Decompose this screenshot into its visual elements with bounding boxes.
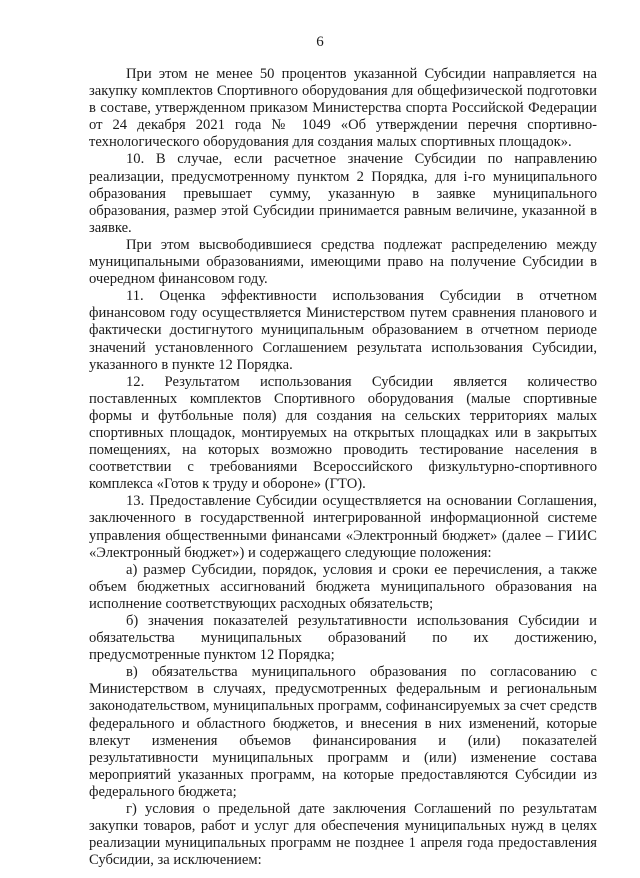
paragraph-13a: а) размер Субсидии, порядок, условия и сроки ее перечисления, а также объем бюджетных ассигнований бюджета муниципального образования на исполнение соответствующих расходных обязательств;	[89, 561, 597, 612]
paragraph-13: 13. Предоставление Субсидии осуществляется на основании Соглашения, заключенного в государственной интегрированной информационной системе управления общественными финансами «Электронный бюджет» (далее – ГИИС «Электронный бюджет») и содержащего следующие положения:	[89, 493, 597, 561]
paragraph-13v: в) обязательства муниципального образования по согласованию с Министерством в случаях, предусмотренных федеральным и региональным законодательством, муниципальных программ, софинансируемых за счет средств федерального и областного бюджетов, и внесения в них изменений, которые влекут изменения объемов финансирования и (или) показателей результативности муниципальных программ и (или) изменение состава мероприятий указанных программ, на которые предоставляются Субсидии из федерального бюджета;	[89, 664, 597, 800]
paragraph-subsidy-share: При этом не менее 50 процентов указанной Субсидии направляется на закупку комплектов Спортивного оборудования для общефизической подготовки в составе, утвержденном приказом Министерства спорта Российской Федерации от 24 декабря 2021 года № 1049 «Об утверждении перечня спортивно-технологического оборудования для создания малых спортивных площадок».	[89, 66, 597, 151]
paragraph-11: 11. Оценка эффективности использования Субсидии в отчетном финансовом году осуществляется Министерством путем сравнения планового и фактически достигнутого муниципальным образованием в отчетном периоде значений установленного Соглашением результата использования Субсидии, указанного в пункте 12 Порядка.	[89, 288, 597, 373]
page-number: 6	[316, 34, 324, 50]
paragraph-freed-funds: При этом высвободившиеся средства подлежат распределению между муниципальными образованиями, имеющими право на получение Субсидии в очередном финансовом году.	[89, 236, 597, 288]
paragraph-12: 12. Результатом использования Субсидии является количество поставленных комплектов Спортивного оборудования (малые спортивные формы и футбольные поля) для создания на сельских территориях малых спортивных площадок, монтируемых на открытых площадках или в закрытых помещениях, на которых возможно проводить тестирование населения в соответствии с требованиями Всероссийского физкультурно-спортивного комплекса «Готов к труду и обороне» (ГТО).	[89, 373, 597, 493]
paragraph-13g: г) условия о предельной дате заключения Соглашений по результатам закупки товаров, работ и услуг для обеспечения муниципальных нужд в целях реализации муниципальных программ не позднее 1 апреля года предоставления Субсидии, за исключением:	[89, 801, 597, 869]
document-body	[89, 66, 597, 869]
paragraph-10: 10. В случае, если расчетное значение Субсидии по направлению реализации, предусмотренному пунктом 2 Порядка, для i-го муниципального образования превышает сумму, указанную в заявке муниципального образования, размер этой Субсидии принимается равным величине, указанной в заявке.	[89, 151, 597, 236]
paragraph-13b: б) значения показателей результативности использования Субсидии и обязательства муниципальных образований по их достижению, предусмотренные пунктом 12 Порядка;	[89, 613, 597, 664]
